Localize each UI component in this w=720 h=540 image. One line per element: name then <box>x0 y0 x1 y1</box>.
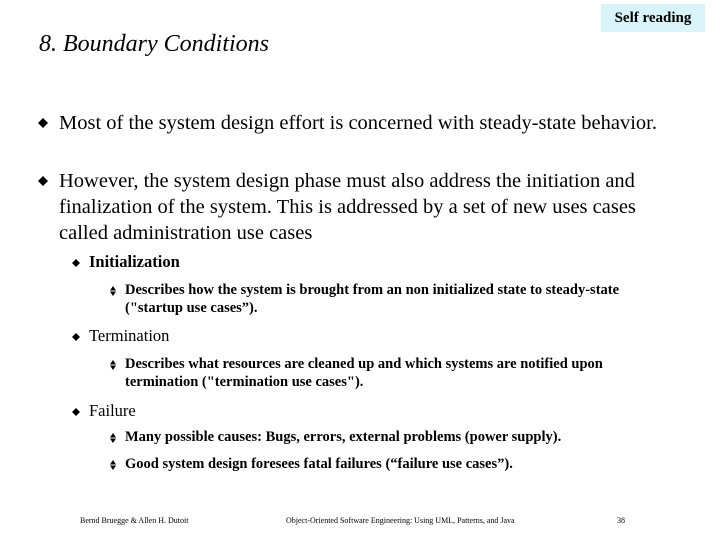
diamond-bullet-icon <box>38 176 48 186</box>
footer-page-number: 38 <box>617 516 625 525</box>
self-reading-badge: Self reading <box>601 4 705 32</box>
section-heading-text: Initialization <box>89 252 180 271</box>
diamond-bullet-icon <box>38 118 48 128</box>
double-triangle-bullet-icon <box>110 360 116 370</box>
double-triangle-bullet-icon <box>110 460 116 470</box>
sub-bullet-text: Describes what resources are cleaned up and which systems are notified upon termination ("termination use cases"). <box>125 356 603 390</box>
bullet-text: Most of the system design effort is concerned with steady-state behavior. <box>59 112 657 134</box>
bullet-text: However, the system design phase must also address the initiation and finalization of the system. This is addressed by a set of new uses cases called administration use cases <box>59 170 636 244</box>
diamond-bullet-icon <box>72 259 80 267</box>
sub-bullet-text: Good system design foresees fatal failures (“failure use cases”). <box>125 456 513 472</box>
diamond-bullet-icon <box>72 408 80 416</box>
double-triangle-bullet-icon <box>110 433 116 443</box>
footer-authors: Bernd Bruegge & Allen H. Dutoit <box>80 516 189 525</box>
sub-bullet-text: Describes how the system is brought from an non initialized state to steady-state ("startup use cases”). <box>125 282 620 316</box>
footer-book-title: Object-Oriented Software Engineering: Using UML, Patterns, and Java <box>286 516 515 525</box>
slide-title: 8. Boundary Conditions <box>39 31 270 57</box>
section-heading-text: Termination <box>89 326 170 345</box>
diamond-bullet-icon <box>72 333 80 341</box>
sub-bullet-text: Many possible causes: Bugs, errors, external problems (power supply). <box>125 429 562 445</box>
section-heading-text: Failure <box>89 401 136 420</box>
double-triangle-bullet-icon <box>110 286 116 296</box>
